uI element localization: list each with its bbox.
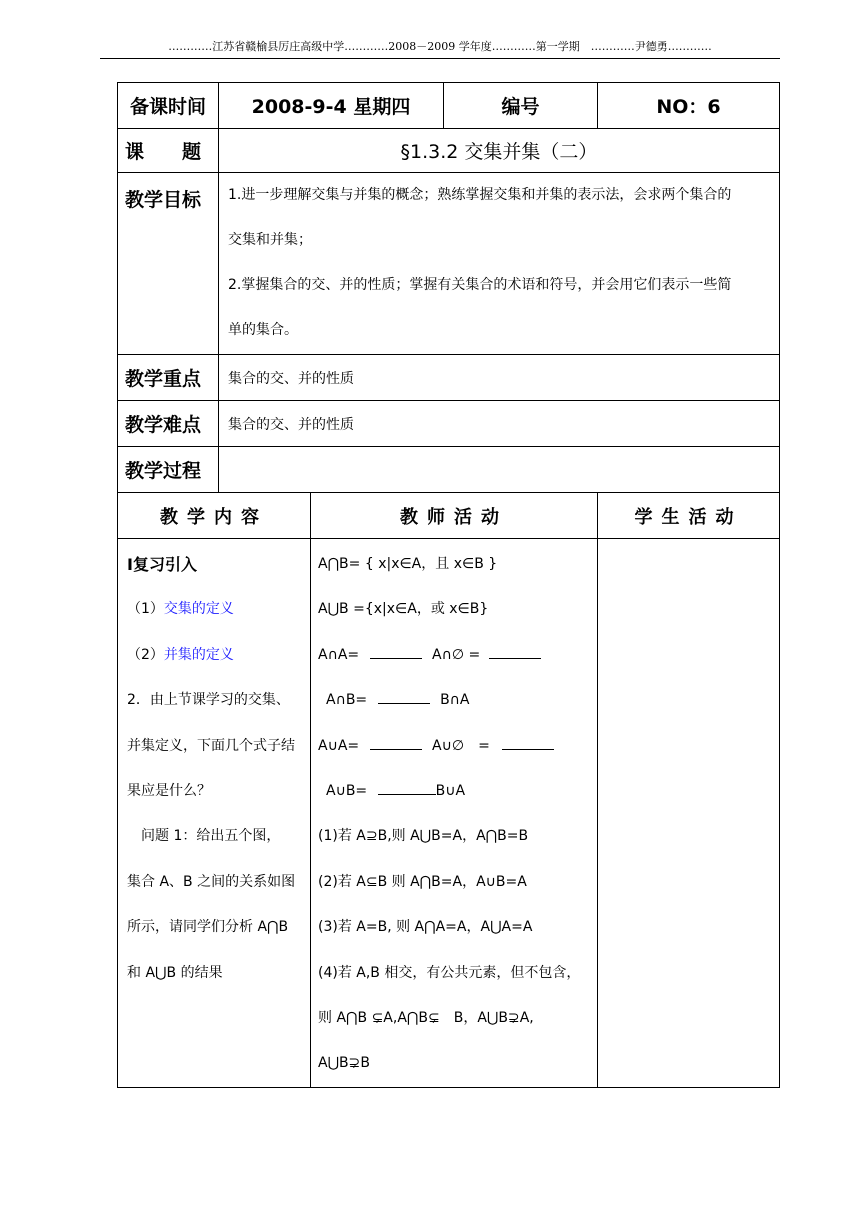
topic-label: 课 题 [118,129,219,173]
union-definition-link[interactable]: 并集的定义 [163,646,234,663]
teacher-line: A⋃B⊋B [318,1055,371,1072]
content-line: 和 A⋃B 的结果 [127,964,223,981]
difficulty-label: 教学难点 [118,401,219,447]
blank-line [489,644,541,659]
teacher-line: (4)若 A,B 相交，有公共元素，但不包含， [318,964,581,981]
item-prefix: （1） [127,601,164,618]
expr: B∩A [440,692,470,709]
teacher-line [318,769,597,814]
header-rule [100,58,780,59]
key-point-label: 教学重点 [118,355,219,401]
teacher-line: (3)若 A=B, 则 A⋂A=A，A⋃A=A [318,919,533,936]
goal-line: 2.掌握集合的交、并的性质；掌握有关集合的术语和符号，并会用它们表示一些简 [228,277,732,293]
content-line: 所示，请同学们分析 A⋂B [127,919,289,936]
key-point-value: 集合的交、并的性质 [219,355,780,401]
blank-line [370,735,422,750]
number-value: NO：6 [598,83,780,129]
process-label: 教学过程 [118,447,219,493]
content-line: 集合 A、B 之间的关系如图 [127,873,296,890]
review-heading: Ⅰ复习引入 [127,555,197,574]
teacher-line: (1)若 A⊇B,则 A⋃B=A，A⋂B=B [318,828,529,845]
teacher-line: A⋃B ={x|x∈A，或 x∈B} [318,601,489,618]
teacher-line: 则 A⋂B ⊊A,A⋂B⊊ B，A⋃B⊋A, [318,1009,534,1026]
content-column-header: 教学内容 [118,493,311,539]
prep-date: 2008-9-4 星期四 [219,83,444,129]
lesson-plan-table [117,82,780,1088]
expr: A∩∅ = [432,646,481,663]
page-header: …………江苏省赣榆县厉庄高级中学…………2008－2009 学年度…………第一学期 …………尹德勇………… [168,40,712,53]
number-label: 编号 [444,83,598,129]
content-line: 问题 1：给出五个图， [127,828,281,845]
content-cell [118,539,311,1088]
blank-line [370,644,422,659]
goal-line: 1.进一步理解交集与并集的概念；熟练掌握交集和并集的表示法，会求两个集合的 [228,187,732,203]
difficulty-value: 集合的交、并的性质 [219,401,780,447]
content-line: 并集定义，下面几个式子结 [127,737,295,754]
teacher-line [318,724,597,769]
blank-line [502,735,554,750]
item-prefix: （2） [127,646,164,663]
content-line: 2．由上节课学习的交集、 [127,692,290,709]
goal-line: 单的集合。 [228,322,298,338]
expr: B∪A [435,782,466,799]
student-column-header: 学生活动 [598,493,780,539]
process-value [219,447,780,493]
goal-line: 交集和并集； [228,232,312,248]
expr: A∩A= [318,646,360,663]
teacher-line: A⋂B= { x|x∈A，且 x∈B } [318,556,498,572]
teacher-line [318,633,597,678]
expr: A∪∅ = [432,737,490,754]
expr: A∩B= [326,692,368,709]
expr: A∪A= [318,737,360,754]
intersection-definition-link[interactable]: 交集的定义 [163,601,234,618]
prep-time-label: 备课时间 [118,83,219,129]
teacher-cell [311,539,598,1088]
content-line: 果应是什么？ [127,782,211,799]
teacher-line [318,678,597,723]
goals-cell [219,173,780,355]
student-cell [598,539,780,1088]
content-item [127,587,310,632]
teacher-column-header: 教师活动 [311,493,598,539]
blank-line [378,689,430,704]
topic-value: §1.3.2 交集并集（二） [219,129,780,173]
goals-label: 教学目标 [118,173,219,355]
blank-line [378,780,436,795]
expr: A∪B= [326,782,368,799]
teacher-line: (2)若 A⊆B 则 A⋂B=A，A∪B=A [318,873,527,890]
content-item [127,633,310,678]
